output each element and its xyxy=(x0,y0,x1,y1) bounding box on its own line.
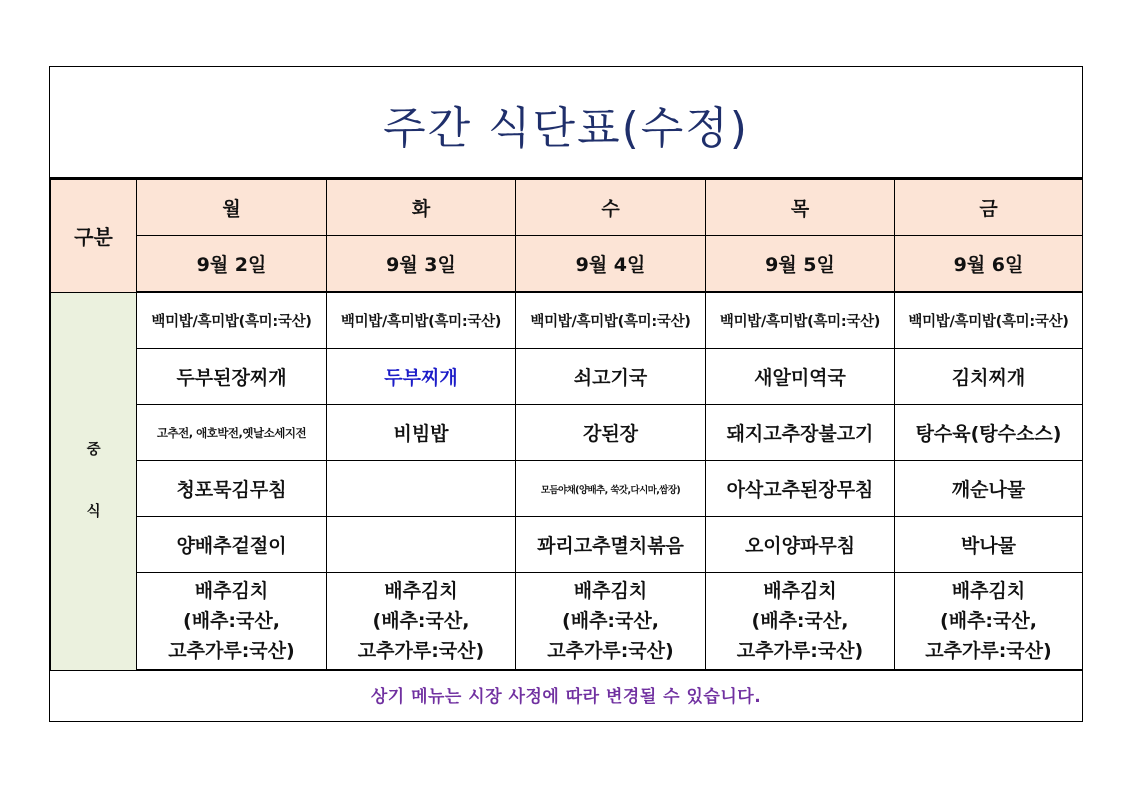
notice-row xyxy=(50,667,1082,721)
menu-cell: 박나물 xyxy=(895,517,1083,573)
day-header-thu: 목 xyxy=(706,180,895,236)
menu-cell-kimchi xyxy=(706,573,895,671)
menu-cell: 돼지고추장불고기 xyxy=(706,405,895,461)
kimchi-origin: (배추:국산, xyxy=(751,610,849,632)
kimchi-origin: 고추가루:국산) xyxy=(925,640,1052,662)
date-header-row xyxy=(51,236,1083,293)
menu-row-kimchi xyxy=(51,573,1083,671)
day-header-wed: 수 xyxy=(516,180,706,236)
menu-cell: 고추전, 애호박전,옛날소세지전 xyxy=(137,405,327,461)
menu-cell-empty xyxy=(327,517,516,573)
kimchi-name: 배추김치 xyxy=(763,580,837,602)
menu-row-rice xyxy=(51,292,1083,349)
menu-row-soup xyxy=(51,349,1083,405)
menu-cell-empty xyxy=(327,461,516,517)
menu-cell: 백미밥/흑미밥(흑미:국산) xyxy=(516,292,706,349)
title-row xyxy=(50,67,1082,179)
date-header-mon: 9월 2일 xyxy=(137,236,327,293)
menu-cell: 김치찌개 xyxy=(895,349,1083,405)
menu-cell-kimchi xyxy=(137,573,327,671)
kimchi-name: 배추김치 xyxy=(384,580,458,602)
menu-row-main xyxy=(51,405,1083,461)
kimchi-origin: (배추:국산, xyxy=(372,610,470,632)
date-header-fri: 9월 6일 xyxy=(895,236,1083,293)
lunch-label xyxy=(51,292,137,670)
notice-text: 상기 메뉴는 시장 사정에 따라 변경될 수 있습니다. xyxy=(370,686,762,707)
menu-cell: 오이양파무침 xyxy=(706,517,895,573)
menu-cell: 청포묵김무침 xyxy=(137,461,327,517)
date-header-wed: 9월 4일 xyxy=(516,236,706,293)
kimchi-origin: (배추:국산, xyxy=(183,610,280,632)
menu-cell: 백미밥/흑미밥(흑미:국산) xyxy=(137,292,327,349)
lunch-label-char-1: 중 xyxy=(86,442,101,458)
menu-cell-kimchi xyxy=(895,573,1083,671)
kimchi-origin: 고추가루:국산) xyxy=(736,640,864,662)
menu-row-side1 xyxy=(51,461,1083,517)
day-header-fri: 금 xyxy=(895,180,1083,236)
kimchi-name: 배추김치 xyxy=(573,580,648,602)
day-header-mon: 월 xyxy=(137,180,327,236)
menu-cell: 탕수육(탕수소스) xyxy=(895,405,1083,461)
kimchi-origin: 고추가루:국산) xyxy=(357,640,485,662)
menu-table xyxy=(50,179,1083,671)
menu-cell: 모듬야채(양배추, 쑥갓,다시마,쌈장) xyxy=(516,461,706,517)
menu-cell: 깨순나물 xyxy=(895,461,1083,517)
menu-cell: 강된장 xyxy=(516,405,706,461)
kimchi-origin: (배추:국산, xyxy=(562,610,659,632)
menu-cell-kimchi xyxy=(327,573,516,671)
menu-row-side2 xyxy=(51,517,1083,573)
kimchi-name: 배추김치 xyxy=(951,580,1026,602)
kimchi-origin: 고추가루:국산) xyxy=(547,640,674,662)
menu-cell: 꽈리고추멸치볶음 xyxy=(516,517,706,573)
menu-cell: 백미밥/흑미밥(흑미:국산) xyxy=(327,292,516,349)
menu-cell: 두부된장찌개 xyxy=(137,349,327,405)
date-header-thu: 9월 5일 xyxy=(706,236,895,293)
day-header-tue: 화 xyxy=(327,180,516,236)
menu-cell: 쇠고기국 xyxy=(516,349,706,405)
lunch-label-char-2: 식 xyxy=(86,504,101,520)
menu-cell: 양배추겉절이 xyxy=(137,517,327,573)
menu-cell: 아삭고추된장무침 xyxy=(706,461,895,517)
menu-cell: 백미밥/흑미밥(흑미:국산) xyxy=(706,292,895,349)
menu-cell: 비빔밥 xyxy=(327,405,516,461)
category-header: 구분 xyxy=(51,180,137,293)
menu-cell-kimchi xyxy=(516,573,706,671)
kimchi-origin: 고추가루:국산) xyxy=(168,640,295,662)
date-header-tue: 9월 3일 xyxy=(327,236,516,293)
menu-sheet xyxy=(49,66,1083,722)
menu-cell: 백미밥/흑미밥(흑미:국산) xyxy=(895,292,1083,349)
menu-cell-highlighted: 두부찌개 xyxy=(327,349,516,405)
kimchi-origin: (배추:국산, xyxy=(940,610,1037,632)
page-title: 주간 식단표(수정) xyxy=(383,103,749,154)
menu-cell: 새알미역국 xyxy=(706,349,895,405)
kimchi-name: 배추김치 xyxy=(194,580,269,602)
day-header-row xyxy=(51,180,1083,236)
